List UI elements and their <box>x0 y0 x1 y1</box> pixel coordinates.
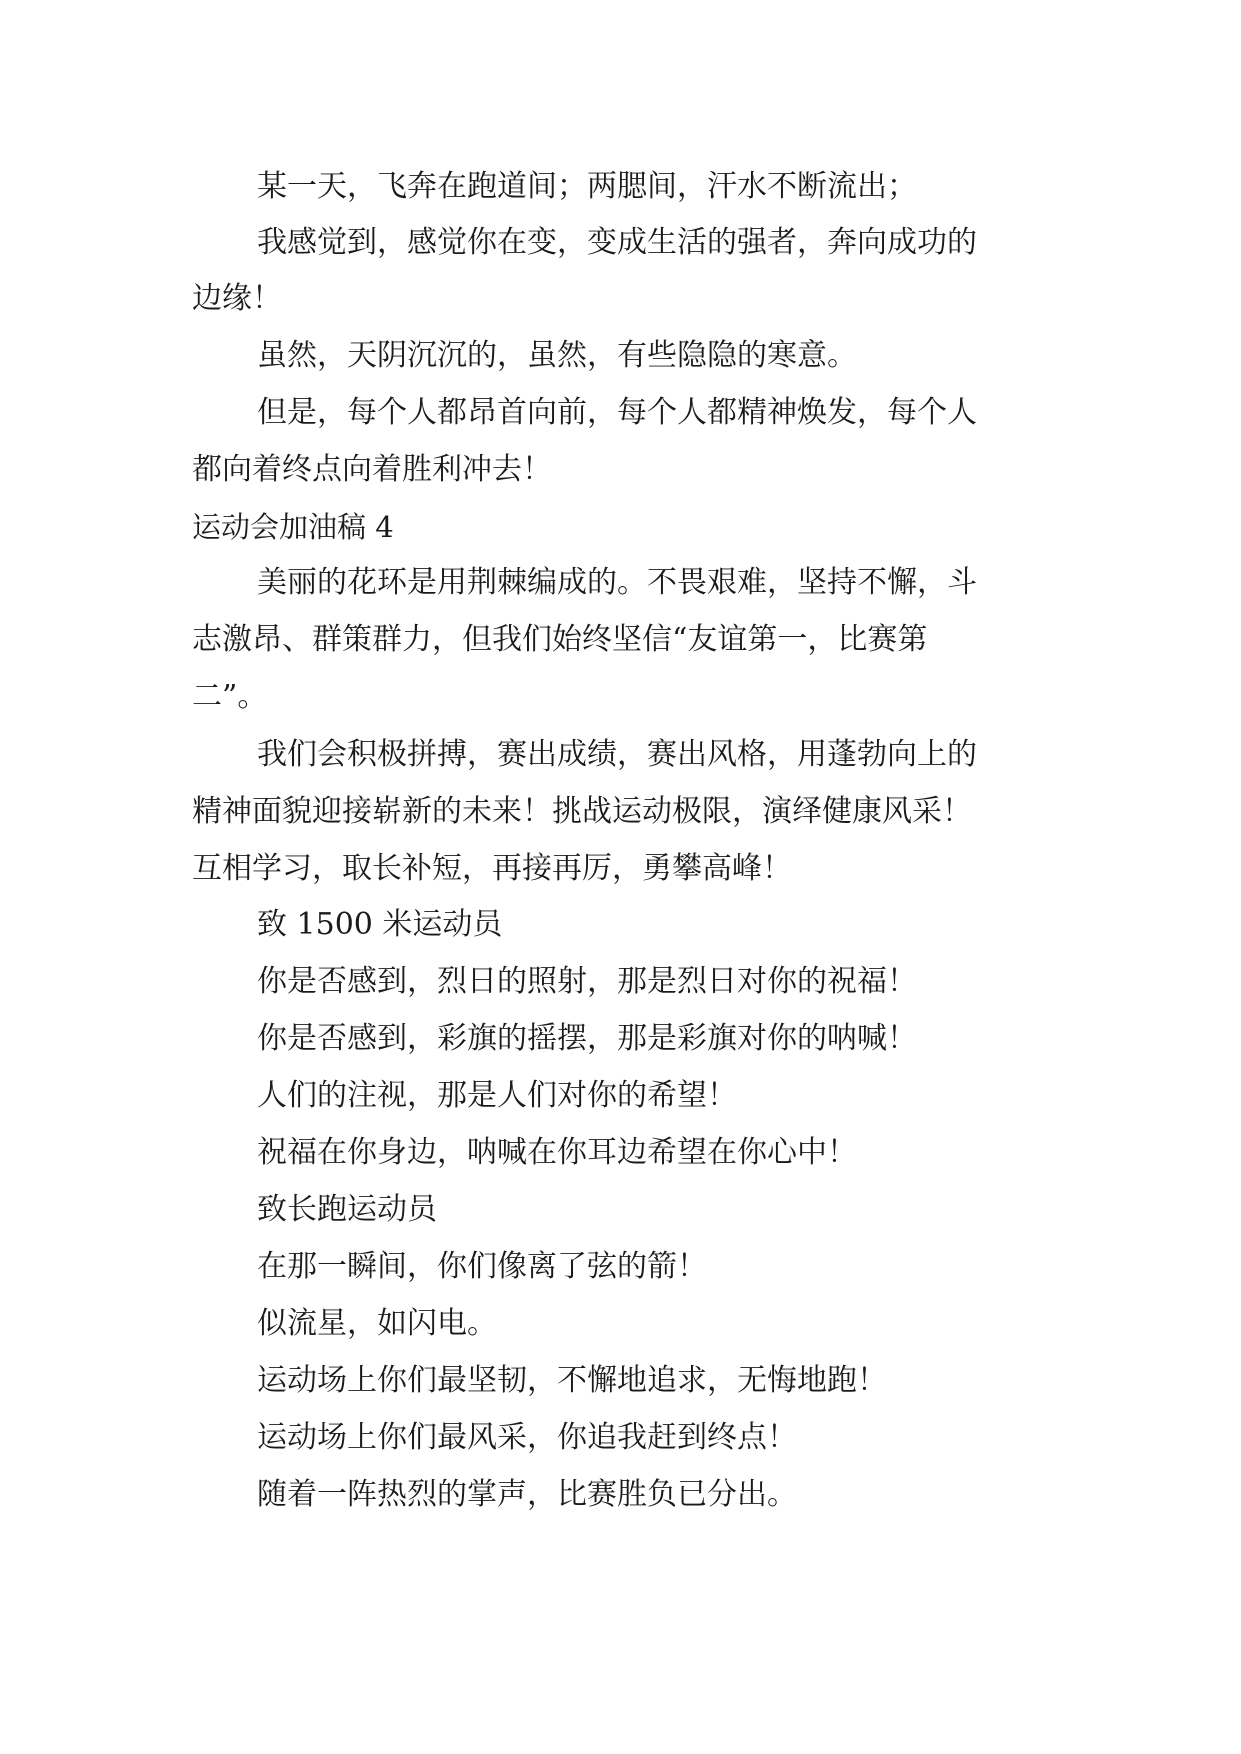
paragraph-line: 虽然，天阴沉沉的，虽然，有些隐隐的寒意。 <box>257 338 857 373</box>
paragraph-line: 精神面貌迎接崭新的未来！挑战运动极限，演绎健康风采！ <box>192 794 972 829</box>
paragraph-line: 我感觉到，感觉你在变，变成生活的强者，奔向成功的 <box>257 225 977 260</box>
paragraph-line: 祝福在你身边，呐喊在你耳边希望在你心中！ <box>257 1135 857 1170</box>
paragraph-line: 美丽的花环是用荆棘编成的。不畏艰难，坚持不懈，斗 <box>257 565 977 600</box>
paragraph-line: 随着一阵热烈的掌声，比赛胜负已分出。 <box>257 1477 797 1512</box>
paragraph-line: 但是，每个人都昂首向前，每个人都精神焕发，每个人 <box>257 395 977 430</box>
paragraph-line: 某一天，飞奔在跑道间；两腮间，汗水不断流出； <box>257 169 917 204</box>
subheading-long-distance: 致长跑运动员 <box>257 1192 437 1227</box>
paragraph-line: 在那一瞬间，你们像离了弦的箭！ <box>257 1249 707 1284</box>
paragraph-line: 互相学习，取长补短，再接再厉，勇攀高峰！ <box>192 851 792 886</box>
paragraph-line: 都向着终点向着胜利冲去！ <box>192 452 552 487</box>
paragraph-line: 人们的注视，那是人们对你的希望！ <box>257 1078 737 1113</box>
paragraph-line: 我们会积极拼搏，赛出成绩，赛出风格，用蓬勃向上的 <box>257 737 977 772</box>
section-heading: 运动会加油稿 4 <box>192 510 394 544</box>
paragraph-line: 你是否感到，烈日的照射，那是烈日对你的祝福！ <box>257 964 917 999</box>
paragraph-line: 似流星，如闪电。 <box>257 1306 497 1341</box>
paragraph-line: 边缘！ <box>192 281 282 316</box>
paragraph-line: 运动场上你们最风采，你追我赶到终点！ <box>257 1420 797 1455</box>
subheading-1500m: 致 1500 米运动员 <box>257 907 503 942</box>
paragraph-line: 运动场上你们最坚韧，不懈地追求，无悔地跑！ <box>257 1363 887 1398</box>
paragraph-line: 你是否感到，彩旗的摇摆，那是彩旗对你的呐喊！ <box>257 1021 917 1056</box>
paragraph-line: 二”。 <box>192 679 268 714</box>
paragraph-line: 志激昂、群策群力，但我们始终坚信“友谊第一，比赛第 <box>192 622 928 657</box>
